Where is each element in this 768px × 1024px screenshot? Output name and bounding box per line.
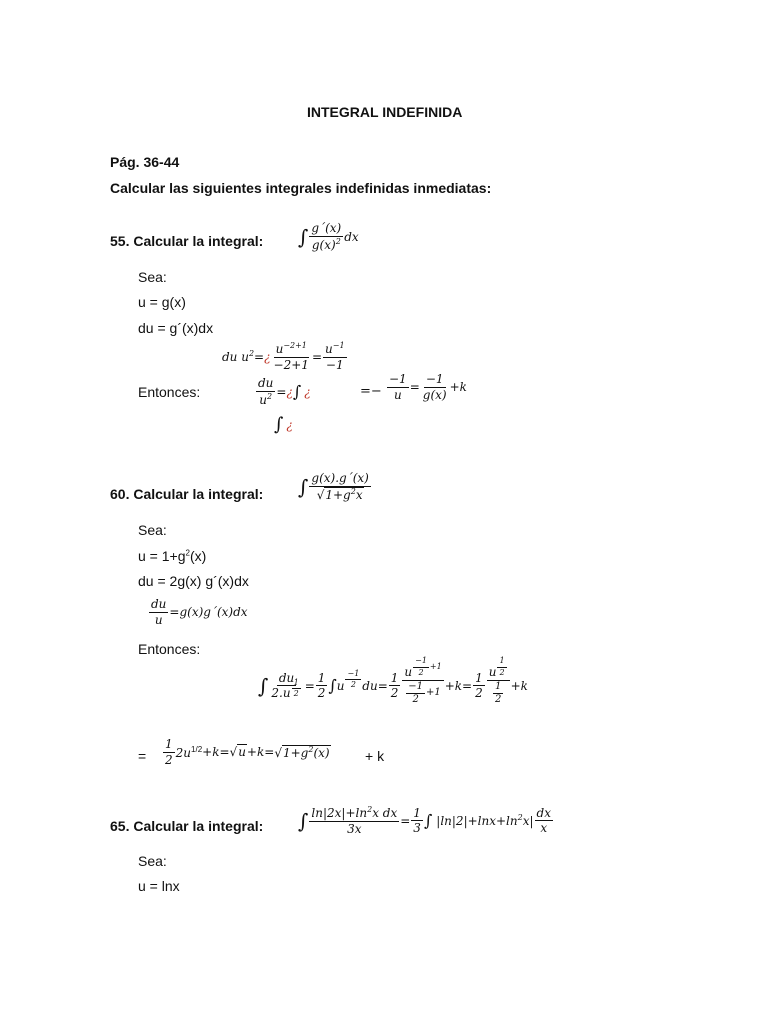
sea-label: Sea:	[138, 853, 167, 869]
equation-55-top: du $u^2$ = ¿ $\frac{u^{-2+1}}{-2+1}$ = $\frac{u^{-1}}{-1}$	[222, 341, 345, 372]
fraction: $\frac{1}{2}$	[475, 670, 483, 701]
problem-65-integral: ∫ $\frac{\ln|2x|+\ln^2x dx}{3x}$ = $\frac{1}{3}$ ∫ $|\ln|2|+\ln x+\ln^2x|$ $\frac{dx}{x}$	[298, 805, 551, 836]
substitution-line: $u = 1+g^2(x)$	[138, 548, 207, 564]
integral-sign: ∫	[298, 224, 309, 249]
fraction: $\frac{u^{-2+1}}{-2+1}$	[273, 341, 309, 372]
fraction: $\frac{\ln|2x|+\ln^2x dx}{3x}$	[311, 805, 398, 836]
problem-60-integral	[298, 472, 372, 501]
fraction: $\frac{g(x).g´(x)}{√1+g^2x}$	[311, 471, 369, 502]
substitution-line: du = 2g(x) g´(x)dx	[138, 573, 249, 589]
equation-55-middle: $\frac{du}{u^2}$ = ¿ ∫ ¿	[258, 376, 311, 407]
fraction: $\frac{1}{2}$	[165, 737, 173, 767]
fraction: $\frac{-1}{g(x)}$	[422, 372, 447, 402]
integral-sign: ∫	[298, 474, 309, 499]
problem-heading: Calcular la integral:	[133, 818, 264, 834]
fraction: $\frac{g´(x)}{g(x)^2}$	[311, 221, 342, 252]
differential: dx	[344, 229, 359, 244]
entonces-label: Entonces:	[138, 384, 201, 400]
equation-55-result: $\frac{-1}{u}$ = $\frac{-1}{g(x)}$ +k	[389, 372, 467, 402]
substitution-line: u = g(x)	[138, 294, 186, 310]
problem-number: 60.	[110, 486, 130, 502]
plus-k: + k	[365, 748, 385, 764]
fraction: $\frac{1}{2}$	[390, 670, 399, 701]
fraction: $\frac{1}{3}$	[413, 805, 421, 836]
substitution-line: u = lnx	[138, 878, 180, 894]
integral-sign: ∫	[258, 673, 269, 698]
fraction: $\frac{-1}{u}$	[389, 372, 407, 402]
equals-minus: =−	[360, 384, 382, 399]
fraction: $\frac{1}{2}$	[317, 670, 326, 701]
equation-60-main: ∫ du 2.u $\frac{1}{2}$ = $\frac{1}{2}$ ∫ u $\frac{-1}{2}$ du= $\frac{1}{2}$ u $\frac{-1}{2}$ +1 $\frac{-1}{2}$ +1 +k= $\frac{1}{2}$ u $\frac{1}{2}$ $\frac{1}{2}$ +k	[258, 656, 528, 706]
page-title: INTEGRAL INDEFINIDA	[307, 104, 463, 120]
problem-number: 65.	[110, 818, 130, 834]
fraction: $\frac{dx}{x}$	[536, 805, 551, 836]
problem-60-heading	[110, 486, 263, 502]
fraction: du 2.u $\frac{1}{2}$	[271, 670, 299, 701]
problem-55-integral	[298, 222, 359, 251]
instruction: Calcular las siguientes integrales indefinidas inmediatas:	[110, 180, 492, 196]
integral-sign: ∫	[423, 811, 433, 831]
integral-sign: ∫	[274, 414, 284, 435]
problem-55-heading	[110, 233, 263, 249]
equation-60-du: $\frac{du}{u}$ =g(x)g´(x)dx	[151, 597, 248, 627]
integral-sign: ∫	[298, 808, 309, 833]
equals-sign: =	[138, 748, 147, 764]
equation-55-bottom: ∫ ¿	[274, 414, 293, 435]
missing-glyph: ¿	[264, 349, 271, 364]
problem-heading: Calcular la integral:	[133, 486, 264, 502]
fraction: $\frac{u^{-1}}{-1}$	[325, 341, 345, 372]
fraction: $\frac{du}{u^2}$	[258, 376, 274, 407]
sea-label: Sea:	[138, 522, 167, 538]
integral-sign: ∫	[328, 676, 337, 696]
sea-label: Sea:	[138, 269, 167, 285]
fraction: u $\frac{-1}{2}$ +1 $\frac{-1}{2}$ +1	[404, 656, 442, 706]
fraction: $\frac{du}{u}$	[151, 597, 167, 627]
problem-65-heading	[110, 818, 263, 834]
page-range: Pág. 36-44	[110, 154, 180, 170]
entonces-label: Entonces:	[138, 641, 201, 657]
fraction: u $\frac{1}{2}$ $\frac{1}{2}$	[487, 666, 510, 706]
integral-sign: ∫	[292, 382, 302, 402]
substitution-line: du = g´(x)dx	[138, 320, 214, 336]
equation-60-second: $\frac{1}{2}$ $2u^{1/2}$ +k= √u +k= $√1+g^2(x)$	[165, 737, 330, 767]
problem-heading: Calcular la integral:	[133, 233, 264, 249]
problem-number: 55.	[110, 233, 130, 249]
